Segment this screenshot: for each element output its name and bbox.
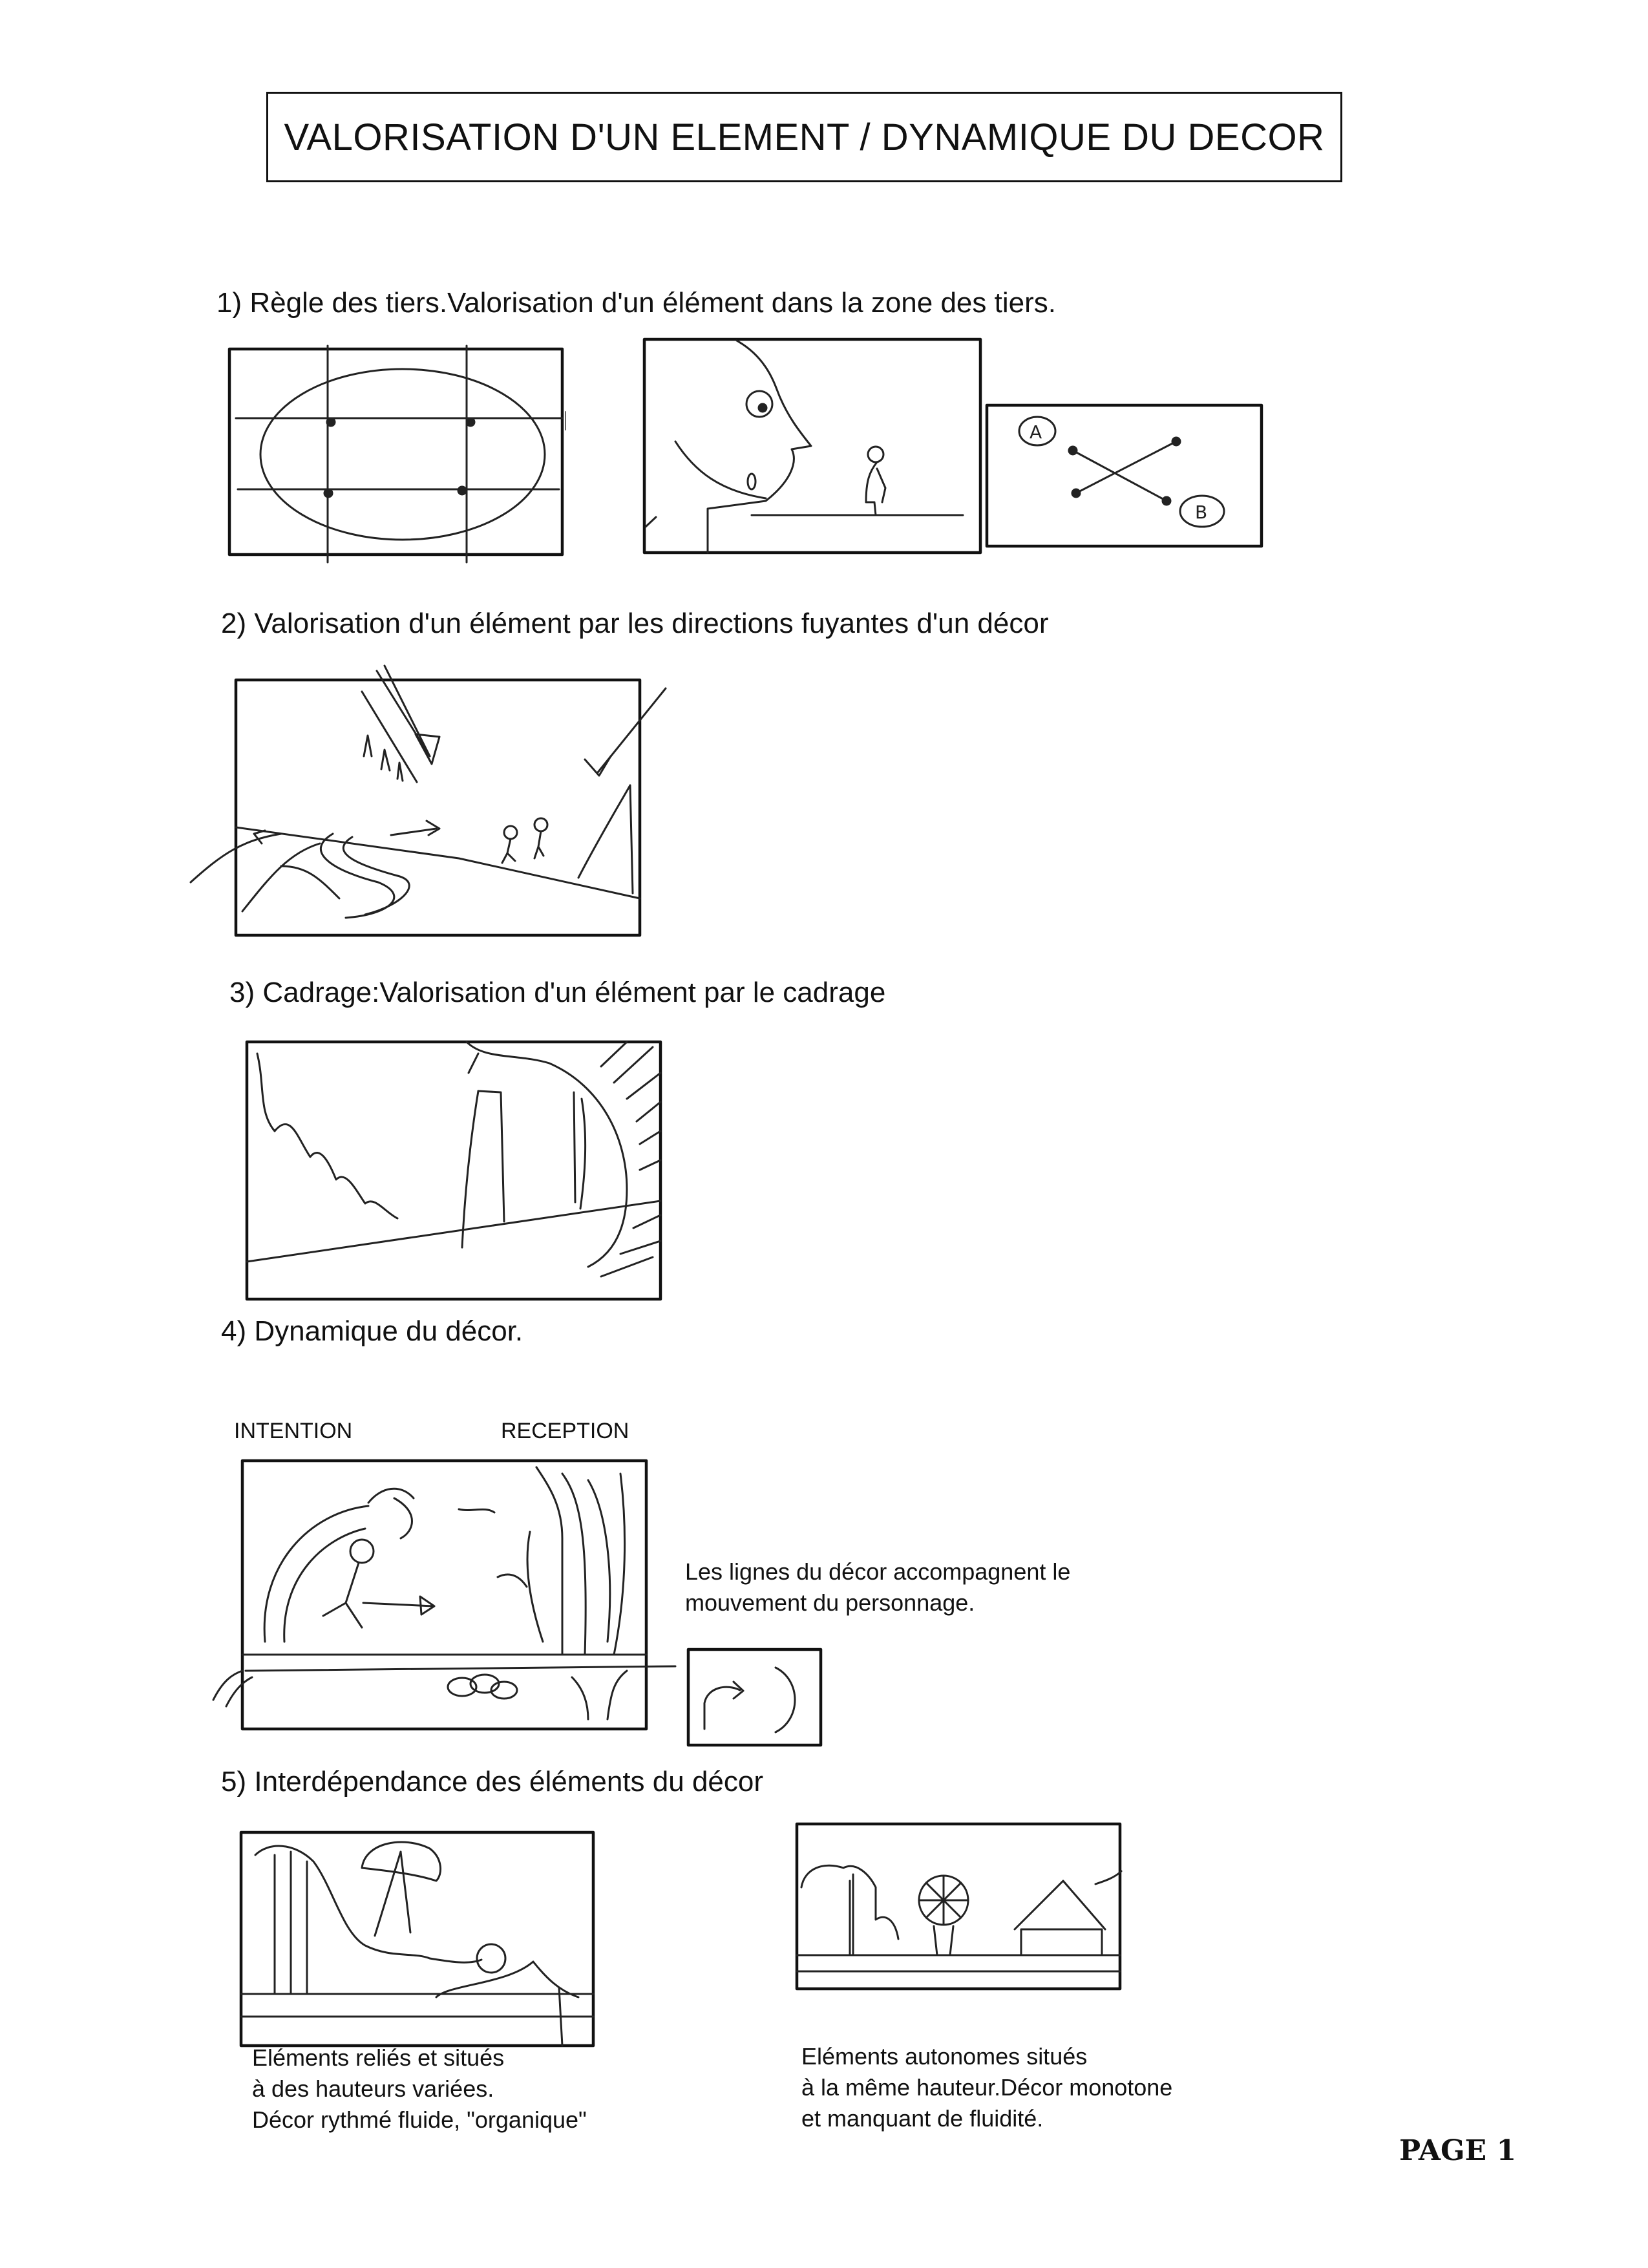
s5-right-line-2: à la même hauteur.Décor monotone — [801, 2074, 1173, 2101]
sketch-rule-of-thirds — [220, 339, 582, 566]
label-b: B — [1195, 502, 1208, 523]
page-title: VALORISATION D'UN ELEMENT / DYNAMIQUE DU DECOR — [266, 92, 1342, 182]
s4-note-line-2: mouvement du personnage. — [685, 1589, 975, 1616]
label-a: A — [1030, 421, 1042, 443]
section-1-heading: 1) Règle des tiers.Valorisation d'un élément dans la zone des tiers. — [217, 287, 1056, 319]
s5-left-line-2: à des hauteurs variées. — [252, 2075, 494, 2102]
page-number: PAGE 1 — [1399, 2134, 1517, 2167]
section-3-heading: 3) Cadrage:Valorisation d'un élément par le cadrage — [229, 977, 886, 1008]
sketch-face-and-character — [637, 333, 986, 559]
intention-label: INTENTION — [234, 1419, 353, 1443]
s5-left-line-3: Décor rythmé fluide, "organique" — [252, 2106, 587, 2133]
sketch-small-arrow-frame — [682, 1642, 830, 1752]
sketch-framing — [239, 1034, 666, 1306]
section-2-heading: 2) Valorisation d'un élément par les directions fuyantes d'un décor — [221, 608, 1049, 639]
sketch-decor-dynamics — [200, 1448, 679, 1732]
sketch-diagonal-a-b — [979, 397, 1276, 553]
sketch-autonomous-decor — [792, 1816, 1128, 2010]
reception-label: RECEPTION — [501, 1419, 629, 1443]
section-5-heading: 5) Interdépendance des éléments du décor — [221, 1766, 764, 1797]
sketch-organic-decor — [236, 1823, 611, 2055]
s5-right-line-1: Eléments autonomes situés — [801, 2043, 1088, 2070]
sketch-vanishing-directions — [184, 659, 688, 944]
s4-note-line-1: Les lignes du décor accompagnent le — [685, 1558, 1071, 1585]
s5-left-line-1: Eléments reliés et situés — [252, 2044, 505, 2071]
section-4-heading: 4) Dynamique du décor. — [221, 1315, 523, 1347]
s5-right-line-3: et manquant de fluidité. — [801, 2105, 1044, 2132]
